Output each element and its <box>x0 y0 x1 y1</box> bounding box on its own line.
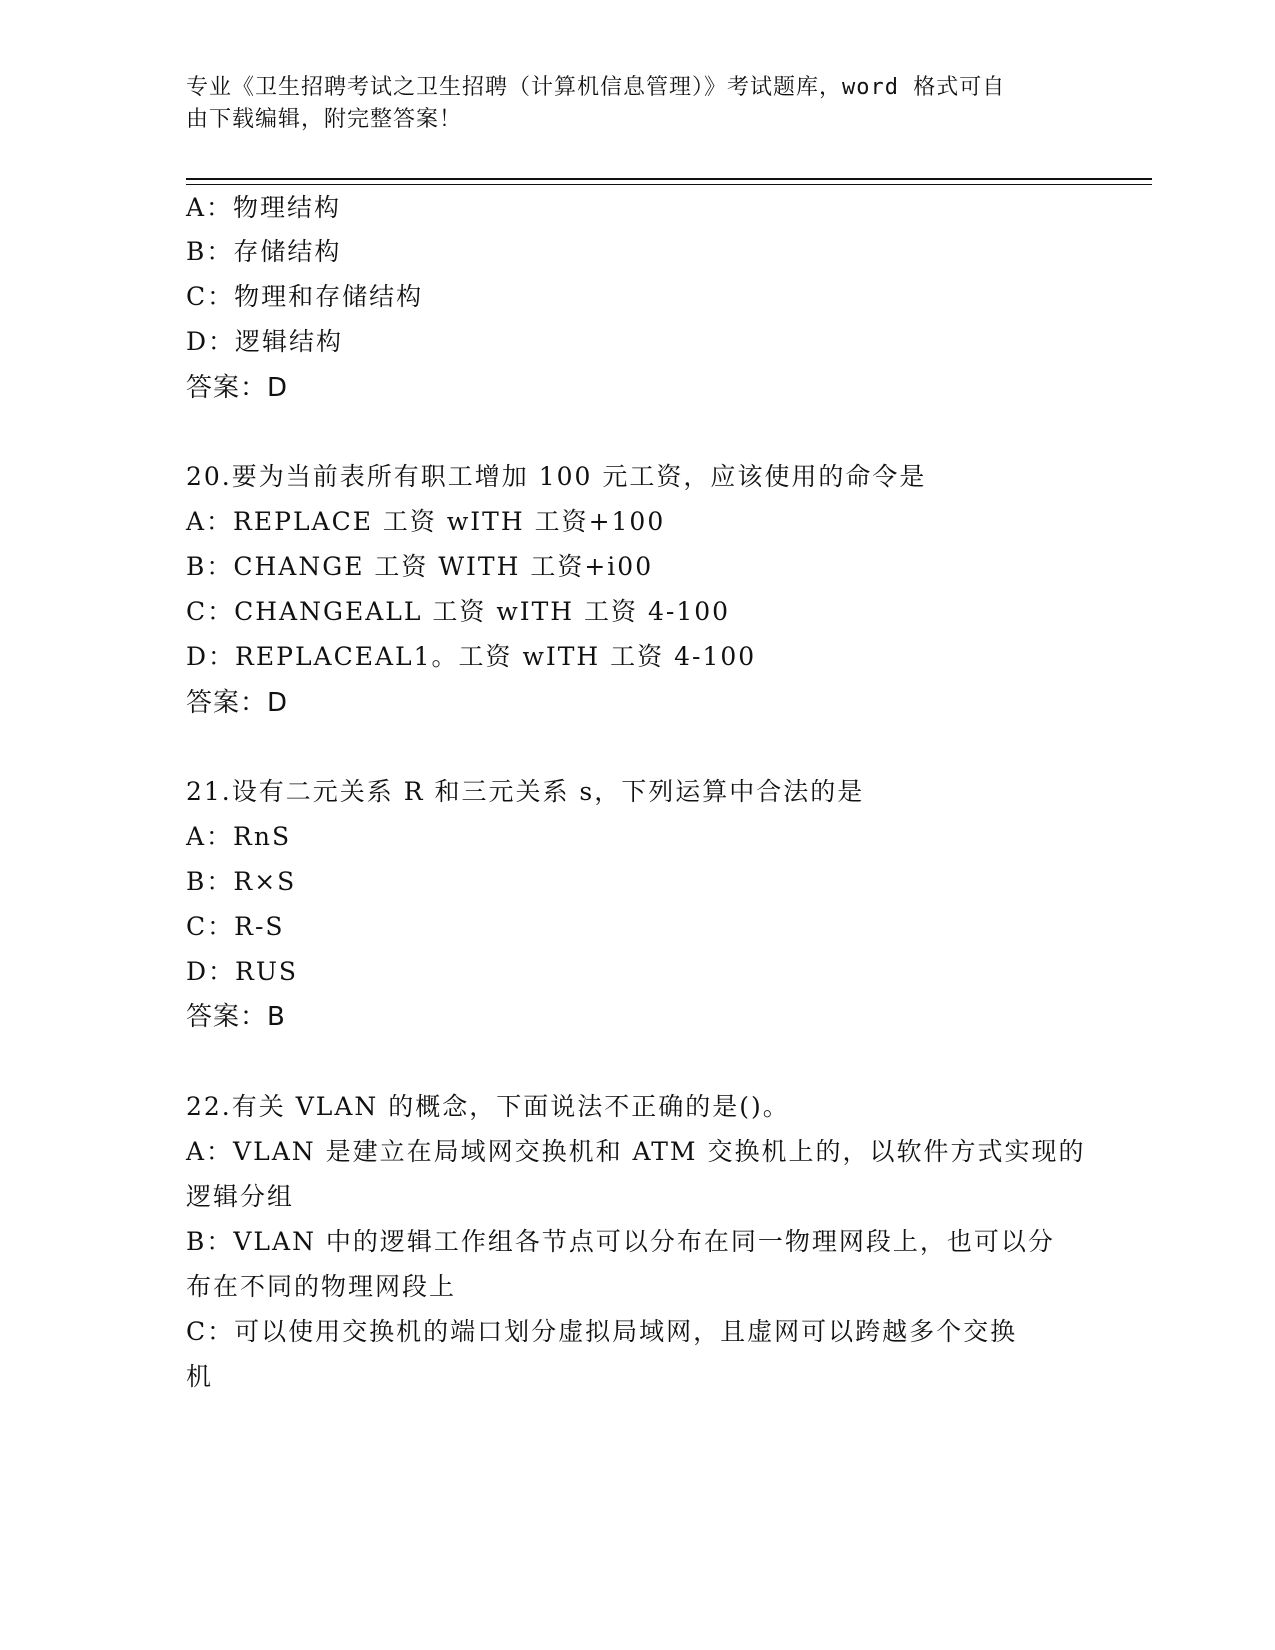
q19-option-c: C：物理和存储结构 <box>186 282 424 311</box>
q22-option-c-line-2: 机 <box>186 1362 214 1391</box>
q20-question: 20.要为当前表所有职工增加 100 元工资，应该使用的命令是 <box>186 462 927 491</box>
header-line-1: 专业《卫生招聘考试之卫生招聘（计算机信息管理）》考试题库，word 格式可自 <box>186 75 1006 100</box>
q22-option-b-line-2: 布在不同的物理网段上 <box>186 1272 457 1301</box>
q19-option-b: B：存储结构 <box>186 237 342 266</box>
q22-option-b-line-1: B：VLAN 中的逻辑工作组各节点可以分布在同一物理网段上，也可以分 <box>186 1227 1055 1256</box>
q20-answer: 答案：D <box>186 688 289 718</box>
q19-option-d: D：逻辑结构 <box>186 327 344 356</box>
header-line-2: 由下载编辑，附完整答案！ <box>186 107 463 132</box>
q19-answer: 答案：D <box>186 373 289 403</box>
header-rule-thick <box>186 178 1152 180</box>
q21-answer: 答案：B <box>186 1002 286 1032</box>
q21-option-c: C：R-S <box>186 912 285 941</box>
q22-option-c-line-1: C：可以使用交换机的端口划分虚拟局域网，且虚网可以跨越多个交换 <box>186 1317 1018 1346</box>
document-header <box>186 72 1066 136</box>
q22-option-a-line-2: 逻辑分组 <box>186 1182 295 1211</box>
q20-option-d: D：REPLACEAL1。工资 wITH 工资 4-100 <box>186 642 757 671</box>
q20-option-a: A：REPLACE 工资 wITH 工资+100 <box>186 507 666 536</box>
q21-option-a: A：RnS <box>186 822 292 851</box>
q21-option-d: D：RUS <box>186 957 299 986</box>
q19-option-a: A：物理结构 <box>186 193 342 222</box>
q22-option-a-line-1: A：VLAN 是建立在局域网交换机和 ATM 交换机上的，以软件方式实现的 <box>186 1137 1086 1166</box>
q20-option-b: B：CHANGE 工资 WITH 工资+i00 <box>186 552 654 581</box>
header-rule-thin <box>186 184 1152 185</box>
q21-question: 21.设有二元关系 R 和三元关系 s，下列运算中合法的是 <box>186 777 865 806</box>
q21-option-b: B：R×S <box>186 867 297 896</box>
q20-option-c: C：CHANGEALL 工资 wITH 工资 4-100 <box>186 597 731 626</box>
q22-question: 22.有关 VLAN 的概念，下面说法不正确的是()。 <box>186 1092 790 1121</box>
